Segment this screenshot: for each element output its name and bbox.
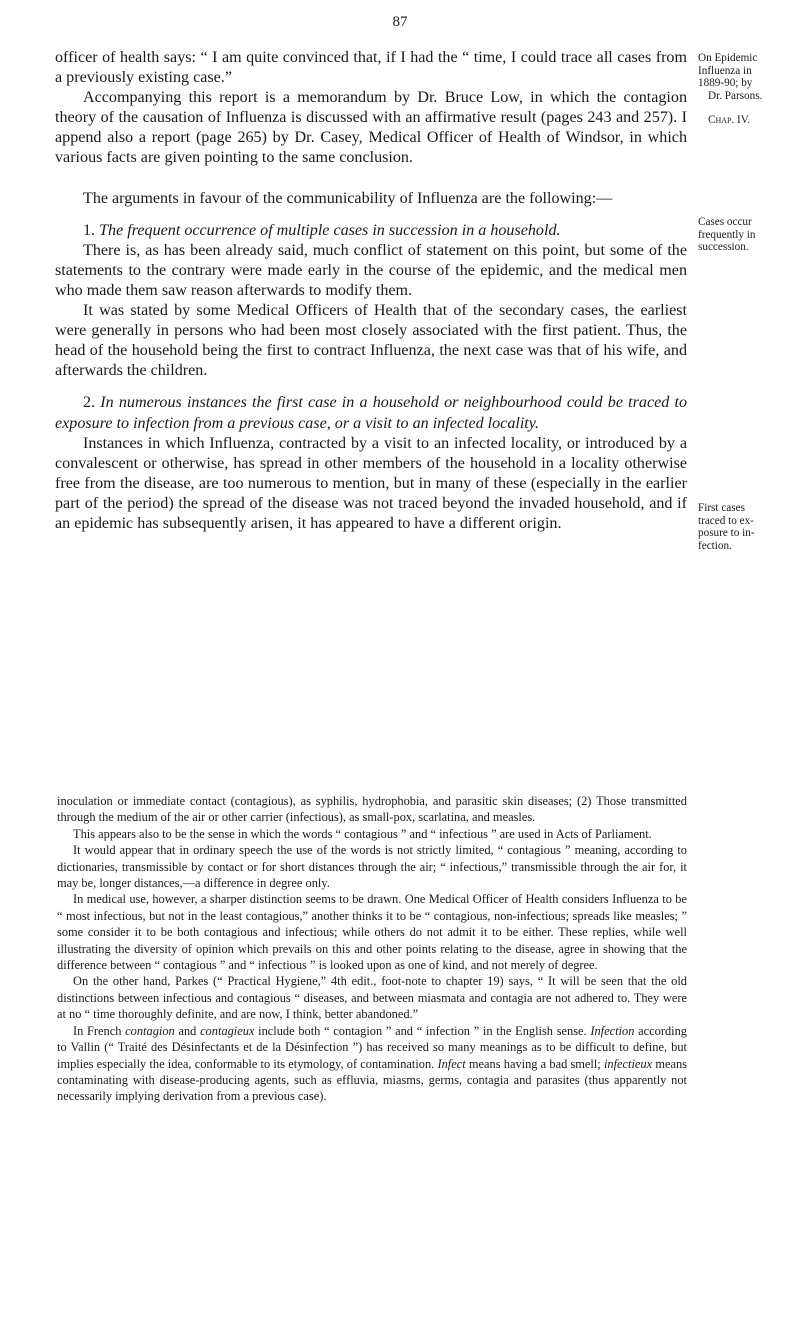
text-run: and	[174, 1023, 201, 1038]
sidenote-cases-succession	[698, 216, 798, 254]
page-number: 87	[392, 14, 408, 30]
paragraph-memorandum: Accompanying this report is a memorandum by Dr. Bruce Low, in which the contagion theory of the causation of Influenza is discussed with an affirmative result (pages 243 and 257). I append also a report (page 265) by Dr. Casey, Medical Officer of Health of Windsor, in which various facts are given pointing to the same conclusion.	[55, 89, 687, 167]
sidenote-epidemic-report	[698, 52, 798, 127]
footnote-inoculation: inoculation or immediate contact (contagious), as syphilis, hydrophobia, and parasitic skin diseases; (2) Those transmitted through the medium of the air or other carrier (infectious), as small-pox, scarlatina, and measles.	[57, 794, 687, 825]
paragraph-instances: Instances in which Influenza, contracted by a visit to an infected locality, or introduced by a convalescent or otherwise, has spread in other members of the household in a locality otherwise free from the disease, are too numerous to mention, but in many of these (especially in the earlier part of the period) the spread of the disease was not traced beyond the invaded household, and if an epidemic has subsequently arisen, it has appeared to have a different origin.	[55, 434, 687, 532]
italic-term: contagieux	[200, 1023, 255, 1038]
text-run: means having a bad smell;	[465, 1056, 604, 1071]
main-text	[55, 48, 687, 534]
footnote-ordinary-speech: It would appear that in ordinary speech the use of the words is not strictly limited, “ contagious ” meaning, according to dictionaries, transmissible by contact or for short distances through the air; “ infectious,” transmissible through the air for, it may be, longer distances,—a difference in degree only.	[57, 843, 687, 891]
footnote-french	[57, 1023, 687, 1105]
sidenote-line: posure to in-	[698, 527, 755, 540]
sidenote-line: Chap. IV.	[708, 114, 751, 127]
sidenote-line: 1889-90; by	[698, 77, 753, 90]
section-heading-2	[55, 393, 687, 433]
section-number: 2.	[83, 394, 96, 412]
sidenote-line: traced to ex-	[698, 514, 754, 527]
sidenote-line: Influenza in	[698, 64, 752, 77]
paragraph-arguments-intro: The arguments in favour of the communicability of Influenza are the following:—	[83, 189, 613, 207]
sidenote-line: succession.	[698, 241, 749, 254]
sidenote-line: On Epidemic	[698, 52, 758, 64]
section-number: 1.	[83, 221, 96, 239]
section-heading-text: The frequent occurrence of multiple cases in succession in a household.	[99, 221, 561, 239]
sidenote-line: fection.	[698, 539, 732, 552]
paragraph-secondary-cases: It was stated by some Medical Officers of Health that of the secondary cases, the earliest were generally in persons who had been most closely associated with the first patient. Thus, the head of the household being the first to contract Influenza, the next case was that of his wife, and afterwards the children.	[55, 302, 687, 380]
text-run: means contaminating with disease-producing agents, such as effluvia, miasms, germs, contagia and parasites (thus apparently not necessarily implying derivation from a previous case).	[57, 1056, 687, 1104]
sidenote-line: First cases	[698, 502, 745, 514]
sidenote-line: Dr. Parsons.	[708, 89, 763, 102]
text-run: In French	[73, 1023, 126, 1038]
section-heading-text: In numerous instances the first case in a household or neighbourhood could be traced to exposure to infection from a previous case, or a visit to an infected locality.	[55, 394, 687, 432]
paragraph-conflict: There is, as has been already said, much conflict of statement on this point, but some of the statements to the contrary were made early in the course of the epidemic, and the medical men who made them saw reason afterwards to modify them.	[55, 241, 687, 299]
italic-term: Infection	[590, 1023, 635, 1038]
italic-term: infectieux	[603, 1056, 653, 1071]
sidenote-line: Cases occur	[698, 216, 752, 228]
sidenote-first-cases	[698, 502, 798, 552]
text-run: according to Vallin (“ Traité des Désinfectants et de la Désinfection ”) has received so many meanings as to be difficult to define, but implies especially the idea, conformable to its etymology, of contamination.	[57, 1023, 687, 1071]
footnote-medical-use: In medical use, however, a sharper distinction seems to be drawn. One Medical Officer of Health considers Influenza to be “ most infectious, but not in the least contagious,” another thinks it to be “ contagious, non-infectious; spreads like measles; ” some consider it to be both contagious and infectious; while others do not admit it to be either. These replies, while well illustrating the diversity of opinion which prevails on this and other points relating to the disease, agree in showing that the difference between “ contagious ” and “ infectious ” is looked upon as one of kind, and not merely of degree.	[57, 892, 687, 973]
paragraph-officer-quote: officer of health says: “ I am quite convinced that, if I had the “ time, I could trace all cases from a previously existing case.”	[55, 49, 687, 87]
section-heading-1	[55, 221, 687, 241]
text-run: include both “ contagion ” and “ infection ” in the English sense.	[254, 1023, 591, 1038]
footnote-parkes: On the other hand, Parkes (“ Practical Hygiene,” 4th edit., foot-note to chapter 19) says, “ It will be seen that the old distinctions between infectious and contagious “ diseases, and between miasmata and contagia are not adhered to. They were at no “ time thoroughly definite, and are now, I think, better abandoned.”	[57, 974, 687, 1022]
footnote-acts-parliament: This appears also to be the sense in which the words “ contagious ” and “ infectious ” are used in Acts of Parliament.	[73, 826, 652, 841]
footnotes	[57, 793, 687, 1105]
sidenote-line: frequently in	[698, 228, 756, 241]
italic-term: Infect	[437, 1056, 466, 1071]
italic-term: contagion	[125, 1023, 175, 1038]
